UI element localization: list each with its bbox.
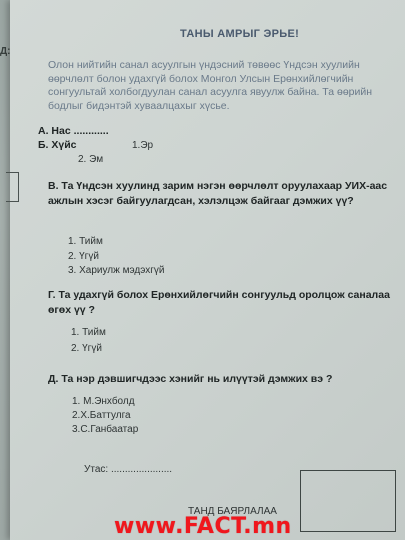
page-title: ТАНЫ АМРЫГ ЭРЬЕ!	[180, 28, 300, 40]
question-d: Д. Та нэр дэвшигчдээс хэнийг нь илүүтэй дэмжих вэ ?	[48, 373, 333, 385]
age-row	[38, 125, 109, 137]
gender-option-female[interactable]: 2. Эм	[78, 154, 104, 165]
question-d-option-2[interactable]: 2.Х.Баттулга	[72, 410, 131, 421]
question-v-option-1[interactable]: 1. Тийм	[68, 236, 103, 247]
phone-label: Утас:	[84, 464, 109, 475]
question-v-option-2[interactable]: 2. Үгүй	[68, 251, 99, 262]
question-g-option-1[interactable]: 1. Тийм	[71, 327, 106, 338]
survey-sheet	[10, 0, 405, 540]
gender-option-male[interactable]: 1.Эр	[132, 140, 154, 151]
watermark-logo: www.FACT.mn	[114, 514, 292, 539]
phone-blank[interactable]: ......................	[110, 464, 173, 475]
adjacent-box-edge	[6, 172, 19, 202]
gender-label: Б. Хүйс	[38, 139, 77, 151]
adjacent-page-fragment: Д:	[0, 46, 11, 57]
intro-paragraph: Олон нийтийн санал асуулгын үндэсний төвөөс Үндсэн хуулийн өөрчлөлт болон удахгүй болох Монгол Улсын Ерөнхийлөгчийн сонгуультай холбогдуулан санал асуулга явуулж байна. Та өөрийн бодлыг бидэнтэй хуваалцахыг хүсье.	[48, 59, 373, 112]
question-v: В. Та Үндсэн хуулинд зарим нэгэн өөрчлөлт оруулахаар УИХ-аас ажлын хэсэг байгуулагдсан, хэлэлцэж байгааг дэмжих үү?	[48, 180, 388, 207]
question-d-option-3[interactable]: 3.С.Ганбаатар	[72, 424, 139, 435]
age-label: А. Нас	[38, 125, 71, 137]
thank-you-text: ТАНД БАЯРЛАЛАА	[188, 506, 277, 517]
age-blank[interactable]: ............	[73, 125, 109, 137]
question-d-option-1[interactable]: 1. М.Энхболд	[72, 396, 135, 407]
question-v-option-3[interactable]: 3. Хариулж мэдэхгүй	[68, 265, 165, 276]
phone-row	[84, 464, 172, 475]
signature-box[interactable]	[300, 470, 396, 532]
question-g-option-2[interactable]: 2. Үгүй	[71, 343, 102, 354]
question-g: Г. Та удахгүй болох Ерөнхийлөгчийн сонгуульд оролцож саналаа өгөх үү ?	[48, 289, 390, 316]
